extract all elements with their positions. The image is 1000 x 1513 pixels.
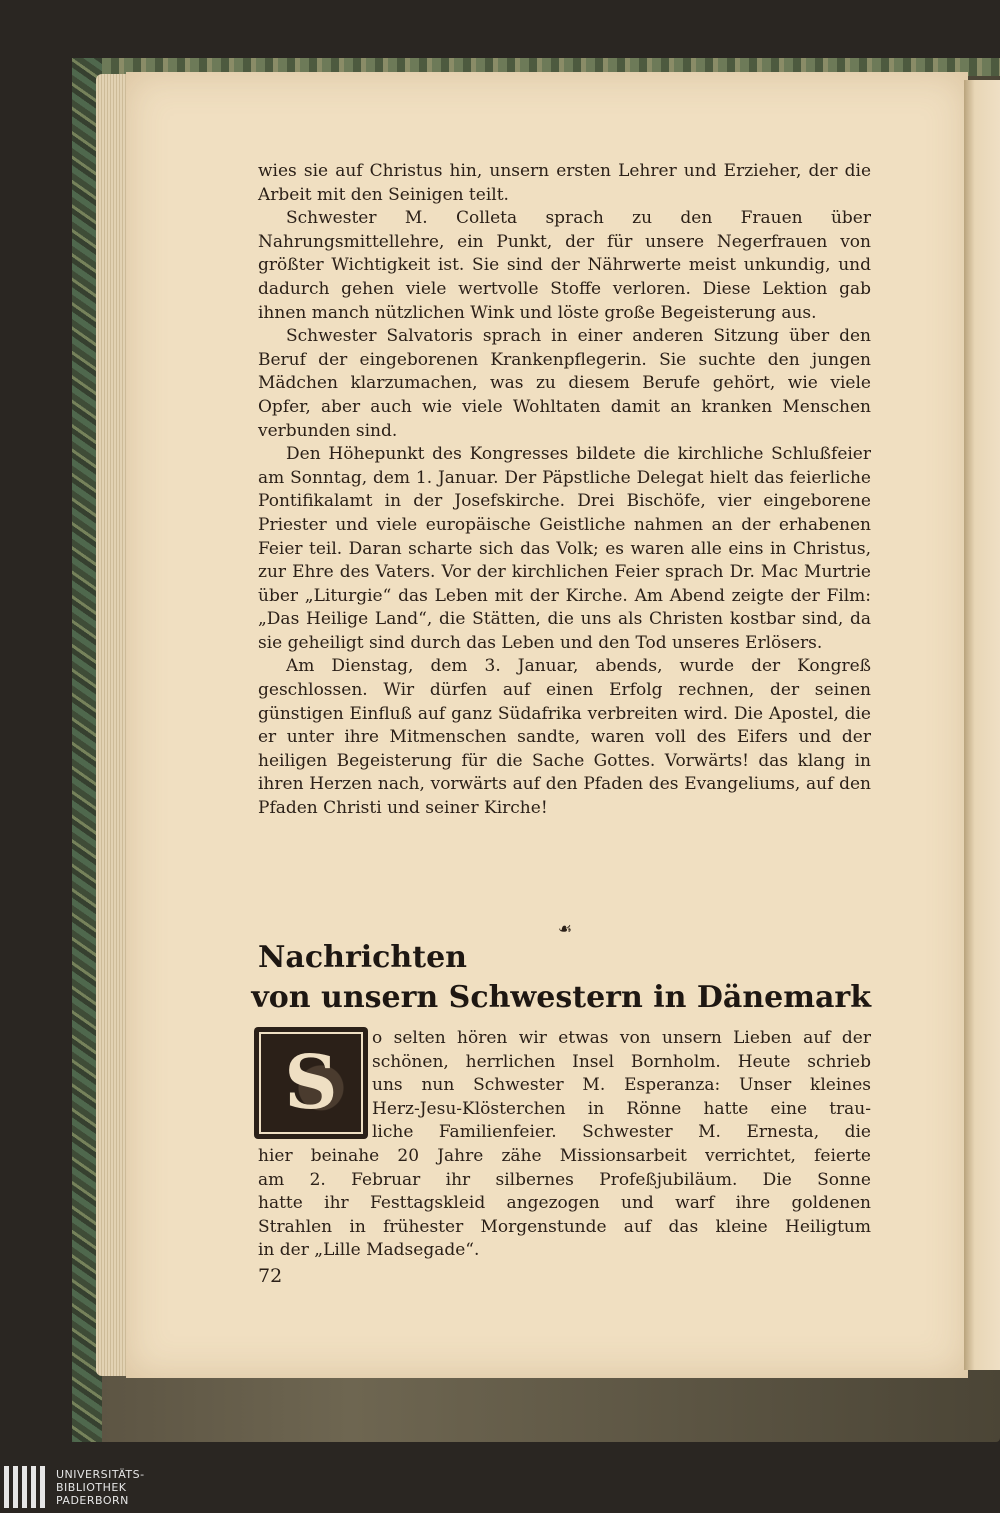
paragraph-3: Schwester Salvatoris sprach in einer anderen Sitzung über den Beruf der eingeborenen Krankenpflegerin. Sie suchte den jungen Mädchen klarzumachen, was zu diesem Berufe gehört, wie viele Opfer, aber auch wie viele Wohltaten damit an kranken Menschen verbunden sind. xyxy=(258,326,871,441)
text-line: am 2. Februar ihr silbernes Profeßjubiläum. Die Sonne xyxy=(258,1169,871,1190)
section-heading-line1: Nachrichten xyxy=(258,940,467,975)
body-text xyxy=(258,160,871,821)
facing-page-edge xyxy=(964,80,1000,1370)
text-line: Strahlen in frühester Morgenstunde auf das kleine Heiligtum xyxy=(258,1216,871,1237)
text-line: liche Familienfeier. Schwester M. Ernesta, die xyxy=(372,1122,871,1143)
initial-letter: S xyxy=(259,1032,363,1134)
text-line: schönen, herrlichen Insel Bornholm. Heute schrieb xyxy=(372,1051,871,1072)
library-logo xyxy=(0,1462,200,1513)
paragraph-4: Den Höhepunkt des Kongresses bildete die kirchliche Schlußfeier am Sonntag, dem 1. Januar. Der Päpstliche Delegat hielt das feierliche Pontifikalamt in der Josefskirche. Drei Bischöfe, vier eingeborene Priester und viele europäische Geistliche nahmen an der erhabenen Feier teil. Daran scharte sich das Volk; es waren alle eins in Christus, zur Ehre des Vaters. Vor der kirchlichen Feier sprach Dr. Mac Murtrie über „Liturgie“ das Leben mit der Kirche. Am Abend zeigte der Film: „Das Heilige Land“, die Stätten, die uns als Christen kostbar sind, da sie geheiligt sind durch das Leben und den Tod unseres Erlösers. xyxy=(258,444,871,653)
ornament-divider: ☙ xyxy=(557,919,573,938)
page-number: 72 xyxy=(258,1265,283,1287)
page-stack-edge xyxy=(96,74,130,1376)
paragraph-5: Am Dienstag, dem 3. Januar, abends, wurde der Kongreß geschlossen. Wir dürfen auf einen Erfolg rechnen, der seinen günstigen Einfluß auf ganz Südafrika verbreiten wird. Die Apostel, die er unter ihre Mitmenschen sandte, waren voll des Eifers und der heiligen Begeisterung für die Sache Gottes. Vorwärts! das klang in ihren Herzen nach, vorwärts auf den Pfaden des Evangeliums, auf den Pfaden Christi und seiner Kirche! xyxy=(258,656,871,819)
text-line: o selten hören wir etwas von unsern Lieben auf der xyxy=(372,1028,871,1048)
text-line: in der „Lille Madsegade“. xyxy=(258,1240,480,1261)
text-line: hier beinahe 20 Jahre zähe Missionsarbeit verrichtet, feierte xyxy=(258,1145,871,1166)
decorated-initial xyxy=(254,1027,368,1139)
logo-bars-icon xyxy=(4,1466,49,1512)
logo-text: UNIVERSITÄTS- BIBLIOTHEK PADERBORN xyxy=(56,1468,145,1507)
paragraph-2: Schwester M. Colleta sprach zu den Frauen über Nahrungsmittellehre, ein Punkt, der für unsere Negerfrauen von größter Wichtigkeit ist. Sie sind der Nährwerte meist unkundig, und dadurch gehen viele wertvolle Stoffe verloren. Diese Lektion gab ihnen manch nützlichen Wink und löste große Begeisterung aus. xyxy=(258,208,871,323)
section-heading-line2: von unsern Schwestern in Dänemark xyxy=(251,980,871,1015)
text-line: Herz-Jesu-Klösterchen in Rönne hatte eine trau- xyxy=(372,1098,871,1119)
text-line: hatte ihr Festtagskleid angezogen und warf ihre goldenen xyxy=(258,1193,871,1214)
paragraph-1: wies sie auf Christus hin, unsern ersten Lehrer und Erzieher, der die Arbeit mit den Seinigen teilt. xyxy=(258,161,871,205)
text-line: uns nun Schwester M. Esperanza: Unser kleines xyxy=(372,1075,871,1096)
